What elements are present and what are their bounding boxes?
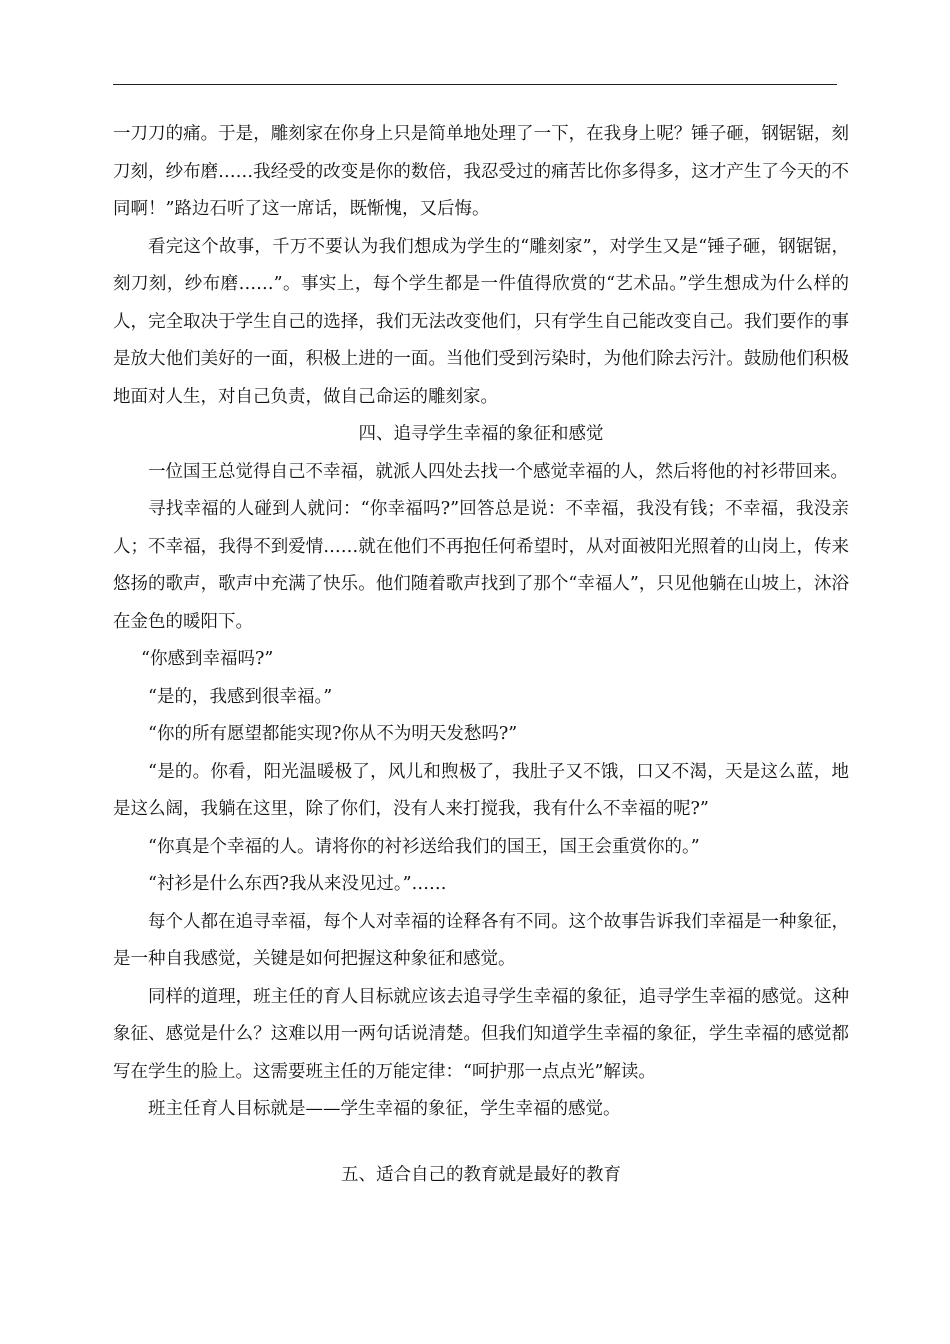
dialogue-line: “是的，我感到很幸福。” [148,686,333,707]
paragraph: 寻找幸福的人碰到人就问：“你幸福吗?”回答总是说：不幸福，我没有钱；不幸福，我没亲人；不幸福，我得不到爱情……就在他们不再抱任何希望时，从对面被阳光照着的山岗上，传来悠扬的歌声，歌声中充满了快乐。他们随着歌声找到了那个“幸福人”，只见他躺在山坡上，沐浴在金色的暖阳下。 [113,499,849,632]
dialogue-line: “衬衫是什么东西?我从来没见过。”…… [148,874,447,894]
paragraph: 同样的道理，班主任的育人目标就应该去追寻学生幸福的象征，追寻学生幸福的感觉。这种象征、感觉是什么？这难以用一两句话说清楚。但我们知道学生幸福的象征，学生幸福的感觉都写在学生的脸上。这需要班主任的万能定律：“呵护那一点点光”解读。 [113,986,849,1082]
section-heading: 四、追寻学生幸福的象征和感觉 [358,424,604,444]
dialogue-line: “是的。你看，阳光温暖极了，风儿和煦极了，我肚子又不饿，口又不渴，天是这么蓝，地是这么阔，我躺在这里，除了你们，没有人来打搅我，我有什么不幸福的呢?” [113,761,849,819]
paragraph: 一位国王总觉得自己不幸福，就派人四处去找一个感觉幸福的人，然后将他的衬衫带回来。 [148,461,848,482]
header-rule [113,84,837,85]
paragraph-continuation: 一刀刀的痛。于是，雕刻家在你身上只是简单地处理了一下，在我身上呢？锤子砸，钢锯锯，刻刀刻，纱布磨……我经受的改变是你的数倍，我忍受过的痛苦比你多得多，这才产生了今天的不同啊！”路边石听了这一席话，既惭愧，又后悔。 [113,124,849,219]
paragraph: 班主任育人目标就是——学生幸福的象征，学生幸福的感觉。 [148,1099,621,1119]
dialogue-line: “你真是个幸福的人。请将你的衬衫送给我们的国王，国王会重赏你的。” [148,836,700,857]
dialogue-line: “你的所有愿望都能实现?你从不为明天发愁吗?” [148,724,518,744]
section-heading: 五、适合自己的教育就是最好的教育 [341,1164,621,1185]
paragraph: 看完这个故事，千万不要认为我们想成为学生的“雕刻家”，对学生又是“锤子砸，钢锯锯，刻刀刻，纱布磨……”。事实上，每个学生都是一件值得欣赏的“艺术品。”学生想成为什么样的人，完全取决于学生自己的选择，我们无法改变他们，只有学生自己能改变自己。我们要作的事是放大他们美好的一面，积极上进的一面。当他们受到污染时，为他们除去污汁。鼓励他们积极地面对人生，对自己负责，做自己命运的雕刻家。 [113,236,849,407]
paragraph: 每个人都在追寻幸福，每个人对幸福的诠释各有不同。这个故事告诉我们幸福是一种象征，是一种自我感觉，关键是如何把握这种象征和感觉。 [113,911,849,969]
dialogue-line: “你感到幸福吗?” [141,649,274,669]
document-body [113,116,849,1194]
